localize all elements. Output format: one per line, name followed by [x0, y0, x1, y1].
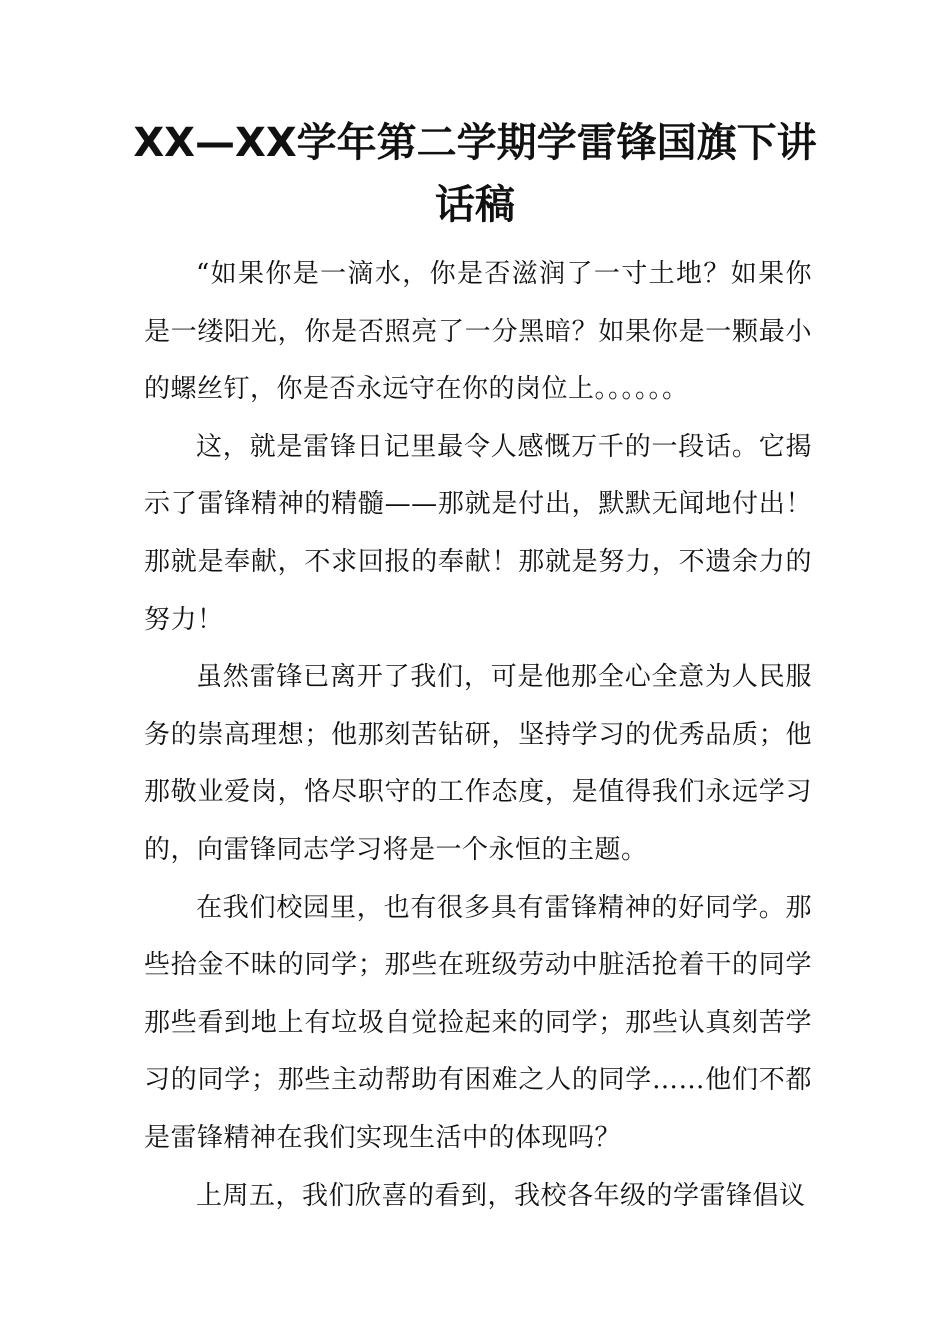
paragraph-3: 虽然雷锋已离开了我们，可是他那全心全意为人民服务的崇高理想；他那刻苦钻研，坚持学习的优秀品质；他那敬业爱岗，恪尽职守的工作态度，是值得我们永远学习的，向雷锋同志学习将是一个永恒的主题。	[144, 662, 812, 865]
document-body	[144, 246, 812, 1225]
paragraph-2: 这，就是雷锋日记里最令人感慨万千的一段话。它揭示了雷锋精神的精髓——那就是付出，默默无闻地付出！那就是奉献，不求回报的奉献！那就是努力，不遗余力的努力！	[144, 431, 812, 635]
document-title: XX—XX学年第二学期学雷锋国旗下讲话稿	[133, 120, 817, 228]
paragraph-4: 在我们校园里，也有很多具有雷锋精神的好同学。那些拾金不昧的同学；那些在班级劳动中脏活抢着干的同学那些看到地上有垃圾自觉捡起来的同学；那些认真刻苦学习的同学；那些主动帮助有困难之人的同学……他们不都是雷锋精神在我们实现生活中的体现吗？	[144, 892, 812, 1153]
paragraph-1: “如果你是一滴水，你是否滋润了一寸土地？如果你是一缕阳光，你是否照亮了一分黑暗？如果你是一颗最小的螺丝钉，你是否永远守在你的岗位上。。。。。。	[144, 259, 812, 405]
paragraph-5: 上周五，我们欣喜的看到，我校各年级的学雷锋倡议	[196, 1180, 806, 1211]
